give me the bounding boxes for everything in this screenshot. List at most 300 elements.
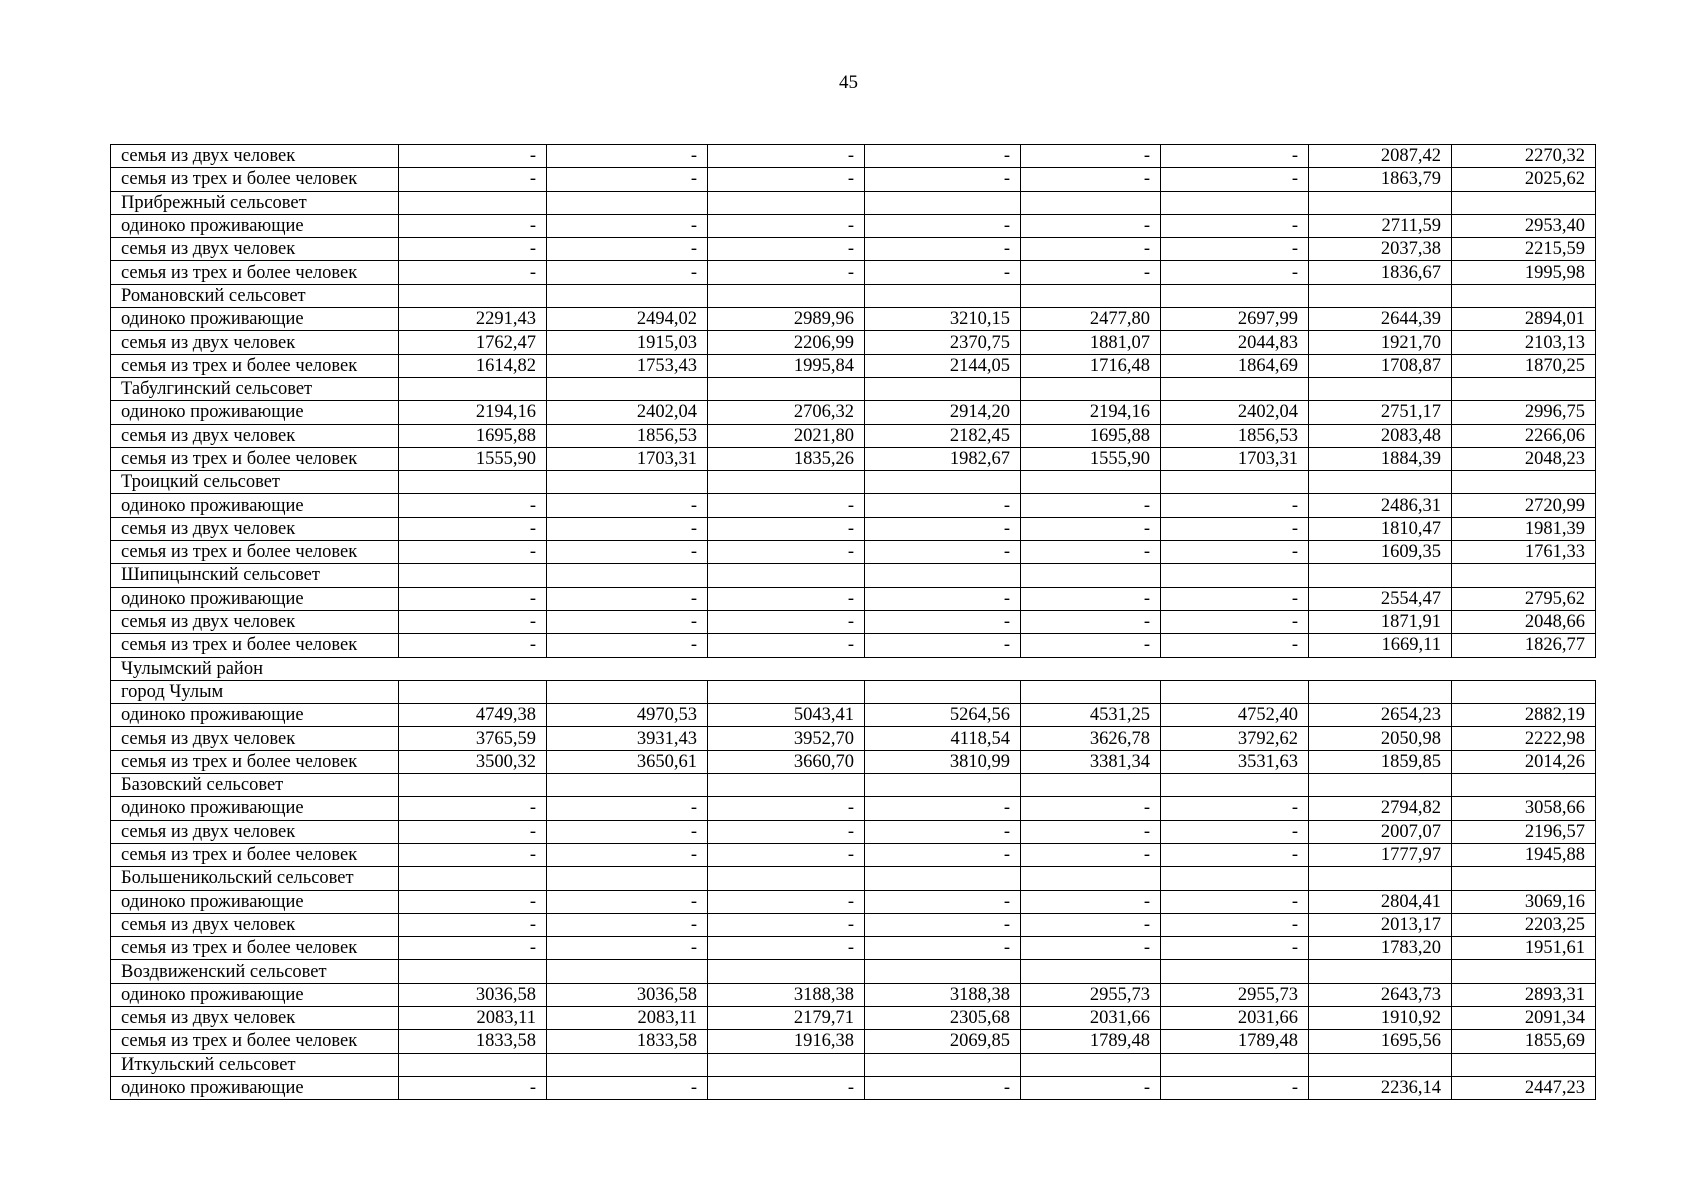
table-cell (1161, 680, 1309, 703)
table-row (111, 447, 1596, 470)
table-cell: 3069,16 (1452, 890, 1596, 913)
table-row (111, 960, 1596, 983)
row-label: одиноко проживающие (111, 401, 399, 424)
table-row (111, 983, 1596, 1006)
table-row (111, 471, 1596, 494)
table-row (111, 168, 1596, 191)
table-cell: - (865, 890, 1021, 913)
table-row (111, 1076, 1596, 1099)
table-cell: - (399, 494, 547, 517)
table-cell: 3531,63 (1161, 750, 1309, 773)
row-label: Базовский сельсовет (111, 774, 399, 797)
table-cell: - (399, 634, 547, 657)
table-cell: - (708, 214, 865, 237)
row-label: семья из двух человек (111, 145, 399, 168)
table-cell: - (1021, 937, 1161, 960)
table-cell: 2236,14 (1309, 1076, 1452, 1099)
row-label: одиноко проживающие (111, 797, 399, 820)
table-cell: - (708, 261, 865, 284)
row-label: одиноко проживающие (111, 1076, 399, 1099)
table-cell: 2091,34 (1452, 1006, 1596, 1029)
table-cell (1309, 191, 1452, 214)
table-cell (1309, 680, 1452, 703)
table-row (111, 890, 1596, 913)
table-cell: - (865, 214, 1021, 237)
table-row (111, 797, 1596, 820)
table-row (111, 331, 1596, 354)
table-cell: 2654,23 (1309, 704, 1452, 727)
table-cell: - (865, 261, 1021, 284)
table-cell: - (708, 937, 865, 960)
table-cell: 2206,99 (708, 331, 865, 354)
table-cell (708, 377, 865, 400)
table-cell: 2013,17 (1309, 913, 1452, 936)
table-cell (1161, 284, 1309, 307)
table-cell: 1916,38 (708, 1030, 865, 1053)
table-row (111, 1006, 1596, 1029)
table-cell: 2402,04 (547, 401, 708, 424)
table-cell: 3952,70 (708, 727, 865, 750)
table-cell (1021, 471, 1161, 494)
table-cell: 2644,39 (1309, 308, 1452, 331)
table-cell: 2083,11 (547, 1006, 708, 1029)
table-cell: - (547, 1076, 708, 1099)
table-cell: - (708, 587, 865, 610)
row-label: Табулгинский сельсовет (111, 377, 399, 400)
table-cell (865, 867, 1021, 890)
table-cell: - (1021, 797, 1161, 820)
table-cell: - (547, 261, 708, 284)
table-cell (547, 377, 708, 400)
table-cell: - (1021, 261, 1161, 284)
table-cell: 2697,99 (1161, 308, 1309, 331)
table-cell: - (1161, 797, 1309, 820)
table-cell: 4752,40 (1161, 704, 1309, 727)
table-cell (399, 471, 547, 494)
row-label: Прибрежный сельсовет (111, 191, 399, 214)
table-cell: - (547, 913, 708, 936)
table-cell: - (1161, 541, 1309, 564)
table-cell (1161, 774, 1309, 797)
table-cell: 2083,11 (399, 1006, 547, 1029)
table-cell: 1982,67 (865, 447, 1021, 470)
table-row (111, 401, 1596, 424)
table-cell: 2266,06 (1452, 424, 1596, 447)
table-cell: - (1021, 610, 1161, 633)
table-cell: 2021,80 (708, 424, 865, 447)
table-cell: 1810,47 (1309, 517, 1452, 540)
table-cell: - (399, 145, 547, 168)
table-row (111, 587, 1596, 610)
table-cell (1452, 867, 1596, 890)
row-label: одиноко проживающие (111, 587, 399, 610)
table-cell: 2402,04 (1161, 401, 1309, 424)
table-cell: 2370,75 (865, 331, 1021, 354)
table-cell: - (1021, 890, 1161, 913)
table-cell: 2795,62 (1452, 587, 1596, 610)
table-cell (547, 960, 708, 983)
table-cell: - (1021, 168, 1161, 191)
table-cell (1452, 1053, 1596, 1076)
table-cell (1452, 191, 1596, 214)
table-cell: 3210,15 (865, 308, 1021, 331)
table-cell: - (865, 494, 1021, 517)
row-label: семья из трех и более человек (111, 1030, 399, 1053)
table-row (111, 145, 1596, 168)
row-label: семья из трех и более человек (111, 634, 399, 657)
row-label: город Чулым (111, 680, 399, 703)
table-cell: 2025,62 (1452, 168, 1596, 191)
table-cell: 2751,17 (1309, 401, 1452, 424)
table-cell: 2955,73 (1021, 983, 1161, 1006)
table-row (111, 261, 1596, 284)
table-cell: 2194,16 (399, 401, 547, 424)
table-cell (1021, 377, 1161, 400)
table-row (111, 843, 1596, 866)
table-cell (399, 191, 547, 214)
row-label: семья из трех и более человек (111, 843, 399, 866)
table-cell (708, 471, 865, 494)
table-cell: - (865, 517, 1021, 540)
table-cell: 1870,25 (1452, 354, 1596, 377)
table-cell: 2706,32 (708, 401, 865, 424)
table-cell (1309, 284, 1452, 307)
table-cell: - (708, 634, 865, 657)
table-cell (865, 191, 1021, 214)
table-cell: - (1021, 843, 1161, 866)
table-cell: 2031,66 (1161, 1006, 1309, 1029)
table-cell: - (1021, 517, 1161, 540)
table-cell: 2477,80 (1021, 308, 1161, 331)
table-cell (1309, 774, 1452, 797)
table-cell (547, 774, 708, 797)
table-cell (547, 191, 708, 214)
table-cell: 2179,71 (708, 1006, 865, 1029)
table-cell: - (865, 587, 1021, 610)
table-row (111, 820, 1596, 843)
table-row (111, 564, 1596, 587)
table-cell: - (1161, 261, 1309, 284)
table-cell (1309, 867, 1452, 890)
table-cell: - (399, 541, 547, 564)
table-cell: - (865, 145, 1021, 168)
table-cell: - (708, 1076, 865, 1099)
table-cell: 2643,73 (1309, 983, 1452, 1006)
table-cell: - (547, 890, 708, 913)
table-cell: - (708, 494, 865, 517)
row-label: Шипицынский сельсовет (111, 564, 399, 587)
table-cell: 1695,88 (399, 424, 547, 447)
table-cell: - (547, 145, 708, 168)
table-cell: - (708, 517, 865, 540)
row-label: семья из двух человек (111, 727, 399, 750)
table-cell: 2031,66 (1021, 1006, 1161, 1029)
table-cell: - (708, 145, 865, 168)
table-cell (1161, 867, 1309, 890)
row-label: одиноко проживающие (111, 494, 399, 517)
table-cell: 3036,58 (547, 983, 708, 1006)
table-row (111, 634, 1596, 657)
table-cell: 3381,34 (1021, 750, 1161, 773)
table-row (111, 1053, 1596, 1076)
table-cell: - (1161, 517, 1309, 540)
table-cell: 1864,69 (1161, 354, 1309, 377)
row-label: семья из двух человек (111, 1006, 399, 1029)
row-label: семья из трех и более человек (111, 447, 399, 470)
row-label: семья из двух человек (111, 610, 399, 633)
row-label: Воздвиженский сельсовет (111, 960, 399, 983)
table-cell (1161, 1053, 1309, 1076)
table-cell (399, 960, 547, 983)
table-cell: 1703,31 (1161, 447, 1309, 470)
table-cell: - (547, 587, 708, 610)
table-cell: - (1161, 587, 1309, 610)
table-cell: 2083,48 (1309, 424, 1452, 447)
table-cell: - (547, 820, 708, 843)
table-cell: 1835,26 (708, 447, 865, 470)
table-cell (1021, 564, 1161, 587)
table-cell: 1863,79 (1309, 168, 1452, 191)
table-cell (1309, 564, 1452, 587)
table-cell: - (399, 238, 547, 261)
table-cell: 2044,83 (1161, 331, 1309, 354)
table-cell (1309, 960, 1452, 983)
table-row (111, 308, 1596, 331)
table-cell: 1695,56 (1309, 1030, 1452, 1053)
table-cell: 1708,87 (1309, 354, 1452, 377)
table-cell: 2711,59 (1309, 214, 1452, 237)
table-cell: 3036,58 (399, 983, 547, 1006)
data-table (110, 144, 1596, 1100)
row-label: семья из двух человек (111, 331, 399, 354)
table-cell (1021, 191, 1161, 214)
table-row (111, 913, 1596, 936)
table-cell (547, 284, 708, 307)
table-cell: 2270,32 (1452, 145, 1596, 168)
table-row (111, 494, 1596, 517)
table-cell (547, 471, 708, 494)
table-cell: - (865, 797, 1021, 820)
row-label: семья из двух человек (111, 820, 399, 843)
table-cell (1309, 471, 1452, 494)
row-label: семья из двух человек (111, 424, 399, 447)
table-cell: 1910,92 (1309, 1006, 1452, 1029)
table-cell: - (399, 937, 547, 960)
table-cell: 2893,31 (1452, 983, 1596, 1006)
table-cell: 2794,82 (1309, 797, 1452, 820)
table-cell (399, 867, 547, 890)
table-cell: - (1161, 610, 1309, 633)
table-cell: 2196,57 (1452, 820, 1596, 843)
table-cell: - (399, 517, 547, 540)
table-row (111, 727, 1596, 750)
table-cell: 3188,38 (708, 983, 865, 1006)
row-label: одиноко проживающие (111, 704, 399, 727)
table-cell: - (399, 890, 547, 913)
table-cell: 2144,05 (865, 354, 1021, 377)
table-cell (1161, 377, 1309, 400)
table-cell: 2194,16 (1021, 401, 1161, 424)
row-label: семья из двух человек (111, 913, 399, 936)
table-cell: 2069,85 (865, 1030, 1021, 1053)
table-cell: 1753,43 (547, 354, 708, 377)
table-cell: 3660,70 (708, 750, 865, 773)
table-cell: 2103,13 (1452, 331, 1596, 354)
table-cell: 1884,39 (1309, 447, 1452, 470)
table-cell: 2222,98 (1452, 727, 1596, 750)
table-row (111, 214, 1596, 237)
table-cell: - (708, 843, 865, 866)
table-cell: - (708, 168, 865, 191)
table-cell: 1921,70 (1309, 331, 1452, 354)
table-cell: 2554,47 (1309, 587, 1452, 610)
table-cell (1309, 1053, 1452, 1076)
table-cell: - (399, 843, 547, 866)
table-cell: 5264,56 (865, 704, 1021, 727)
table-row (111, 284, 1596, 307)
table-cell: - (1161, 937, 1309, 960)
table-cell: - (547, 610, 708, 633)
table-cell: - (399, 610, 547, 633)
table-cell (1021, 867, 1161, 890)
table-cell: 1614,82 (399, 354, 547, 377)
table-cell: 2914,20 (865, 401, 1021, 424)
table-cell (865, 680, 1021, 703)
table-cell: 1695,88 (1021, 424, 1161, 447)
table-cell (865, 284, 1021, 307)
table-row (111, 610, 1596, 633)
row-label: одиноко проживающие (111, 214, 399, 237)
table-cell: 1995,98 (1452, 261, 1596, 284)
table-cell: 1669,11 (1309, 634, 1452, 657)
table-cell: 1915,03 (547, 331, 708, 354)
table-row (111, 424, 1596, 447)
table-cell: 2494,02 (547, 308, 708, 331)
table-cell (865, 960, 1021, 983)
table-cell: - (547, 214, 708, 237)
table-cell (708, 774, 865, 797)
table-cell (1452, 680, 1596, 703)
table-cell: 3626,78 (1021, 727, 1161, 750)
table-cell (1452, 774, 1596, 797)
table-cell: - (1021, 1076, 1161, 1099)
table-cell: - (1161, 913, 1309, 936)
table-cell: 2720,99 (1452, 494, 1596, 517)
table-cell: 1761,33 (1452, 541, 1596, 564)
table-cell: 4118,54 (865, 727, 1021, 750)
table-cell (708, 1053, 865, 1076)
row-label: семья из трех и более человек (111, 168, 399, 191)
row-label: Романовский сельсовет (111, 284, 399, 307)
row-label: семья из трех и более человек (111, 937, 399, 960)
table-cell (708, 191, 865, 214)
table-cell: - (399, 913, 547, 936)
row-label: одиноко проживающие (111, 890, 399, 913)
table-row (111, 680, 1596, 703)
table-cell: - (1161, 145, 1309, 168)
table-cell (1161, 960, 1309, 983)
table-row (111, 377, 1596, 400)
table-cell: - (708, 610, 865, 633)
table-cell: 1871,91 (1309, 610, 1452, 633)
table-cell (1452, 284, 1596, 307)
table-cell: - (708, 820, 865, 843)
table-cell: - (865, 937, 1021, 960)
table-cell: 1856,53 (547, 424, 708, 447)
table-cell: 2955,73 (1161, 983, 1309, 1006)
table-cell: 2996,75 (1452, 401, 1596, 424)
table-cell (1021, 284, 1161, 307)
table-cell: 2203,25 (1452, 913, 1596, 936)
table-cell: - (865, 238, 1021, 261)
table-cell: 1836,67 (1309, 261, 1452, 284)
row-label: Большеникольский сельсовет (111, 867, 399, 890)
table-row (111, 937, 1596, 960)
table-cell: - (399, 797, 547, 820)
row-label: семья из трех и более человек (111, 541, 399, 564)
table-cell: - (547, 797, 708, 820)
table-cell (1452, 471, 1596, 494)
table-row (111, 704, 1596, 727)
table-cell: - (1161, 843, 1309, 866)
table-cell: 3188,38 (865, 983, 1021, 1006)
table-cell (708, 680, 865, 703)
table-cell: 1609,35 (1309, 541, 1452, 564)
table-cell: - (1161, 890, 1309, 913)
table-cell: 2989,96 (708, 308, 865, 331)
table-cell: - (1021, 820, 1161, 843)
row-label: семья из трех и более человек (111, 261, 399, 284)
table-cell: 3058,66 (1452, 797, 1596, 820)
table-cell (399, 284, 547, 307)
table-body (111, 145, 1596, 1100)
table-cell: - (1161, 820, 1309, 843)
table-cell (1021, 1053, 1161, 1076)
table-cell: - (1161, 634, 1309, 657)
table-cell: - (399, 587, 547, 610)
table-cell: 2486,31 (1309, 494, 1452, 517)
table-cell (1161, 191, 1309, 214)
table-cell: 1783,20 (1309, 937, 1452, 960)
table-cell: - (1021, 238, 1161, 261)
table-cell: 1855,69 (1452, 1030, 1596, 1053)
table-cell: 1881,07 (1021, 331, 1161, 354)
table-cell: - (708, 913, 865, 936)
table-cell: - (865, 541, 1021, 564)
row-label: семья из трех и более человек (111, 750, 399, 773)
table-cell: 3650,61 (547, 750, 708, 773)
table-cell: - (1161, 238, 1309, 261)
table-cell: 2050,98 (1309, 727, 1452, 750)
table-cell: - (547, 937, 708, 960)
table-cell (399, 377, 547, 400)
row-label: Троицкий сельсовет (111, 471, 399, 494)
table-cell: - (547, 238, 708, 261)
table-cell: 1777,97 (1309, 843, 1452, 866)
table-cell: 1981,39 (1452, 517, 1596, 540)
table-cell: 3792,62 (1161, 727, 1309, 750)
table-cell: - (1161, 214, 1309, 237)
table-cell: - (547, 494, 708, 517)
table-cell: - (547, 517, 708, 540)
table-cell: 2882,19 (1452, 704, 1596, 727)
table-cell: - (547, 168, 708, 191)
table-row (111, 774, 1596, 797)
table-row (111, 191, 1596, 214)
table-cell: - (708, 797, 865, 820)
table-cell (1021, 774, 1161, 797)
table-cell: - (708, 541, 865, 564)
